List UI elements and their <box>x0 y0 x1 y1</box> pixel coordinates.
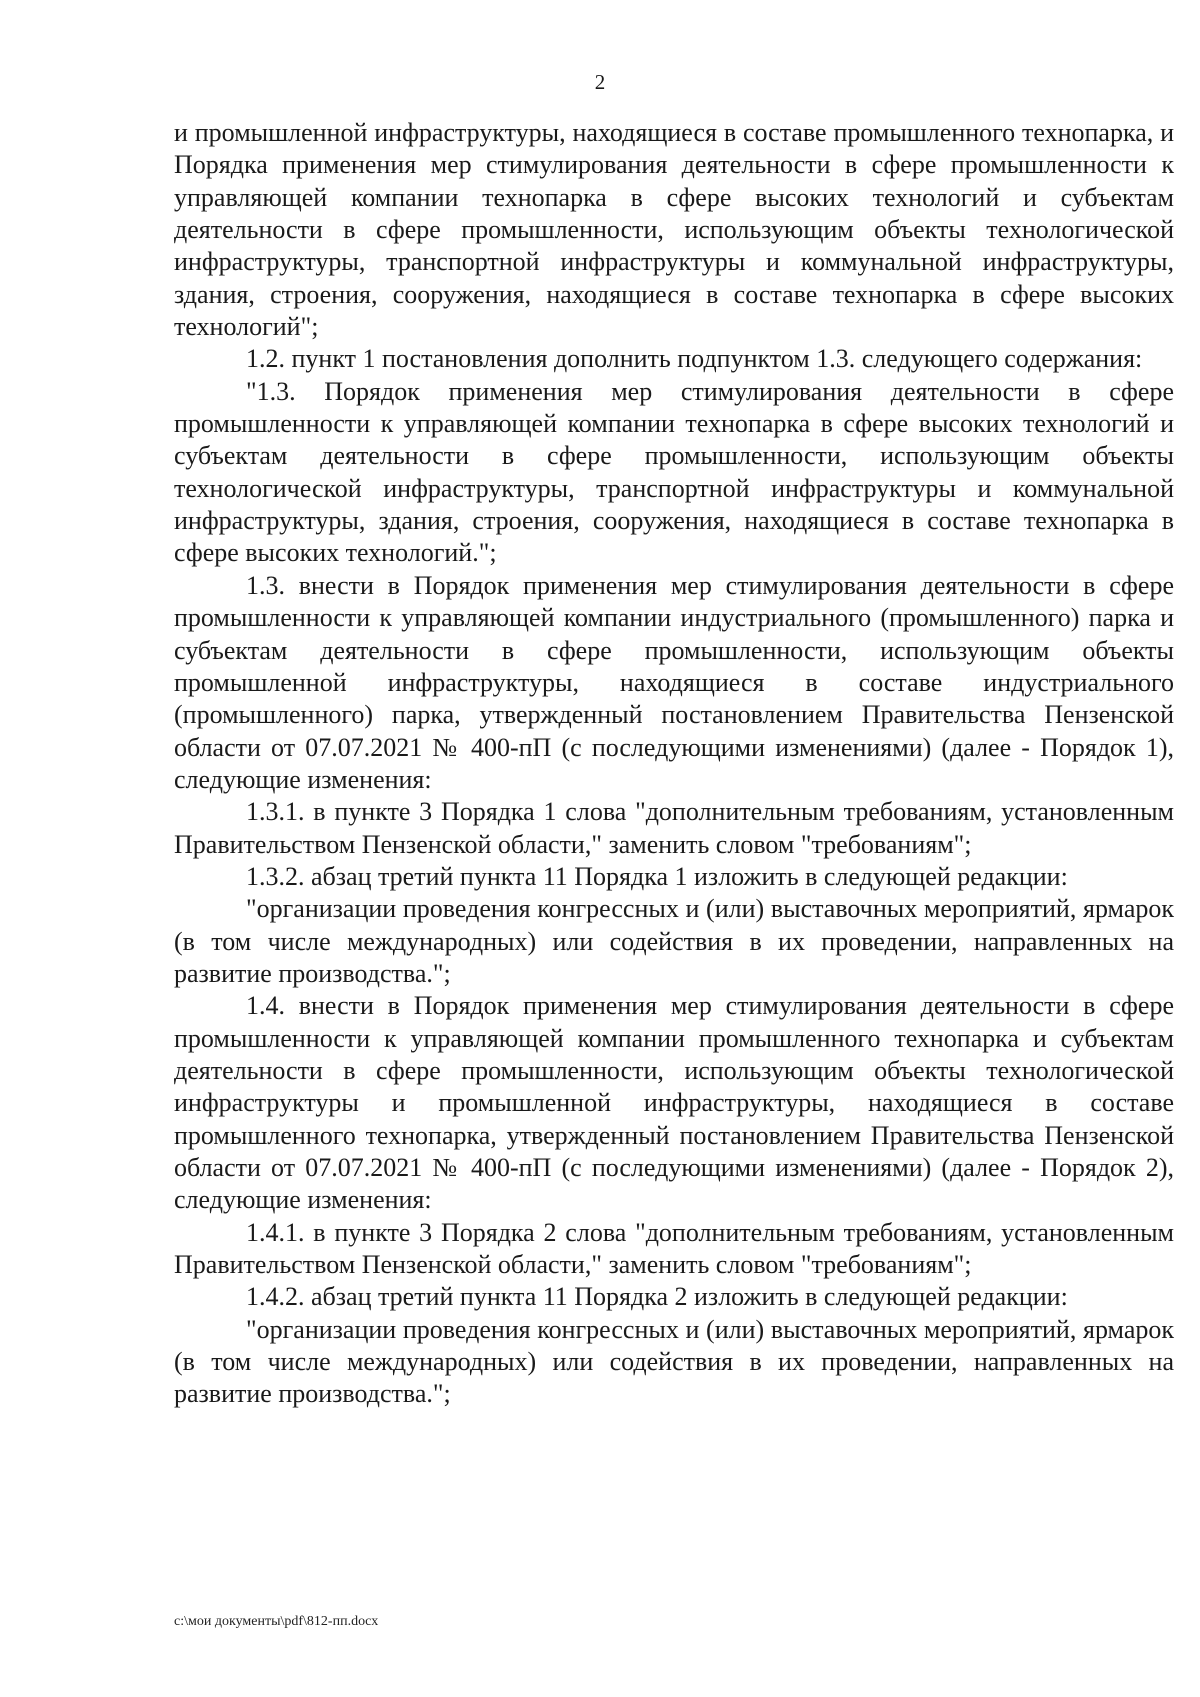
paragraph-1-4-1: 1.4.1. в пункте 3 Порядка 2 слова "дополнительным требованиям, установленным Правительством Пензенской области," заменить словом "требованиям"; <box>174 1217 1174 1280</box>
paragraph-1-3: 1.3. внести в Порядок применения мер стимулирования деятельности в сфере промышленности к управляющей компании индустриального (промышленного) парка и субъектам деятельности в сфере промышленности, использующим объекты промышленной инфраструктуры, находящиеся в составе индустриального (промышленного) парка, утвержденный постановлением Правительства Пензенской области от 07.07.2021 № 400-пП (с последующими изменениями) (далее - Порядок 1), следующие изменения: <box>174 570 1174 794</box>
paragraph-1-4: 1.4. внести в Порядок применения мер стимулирования деятельности в сфере промышленности к управляющей компании промышленного технопарка и субъектам деятельности в сфере промышленности, использующим объекты технологической инфраструктуры и промышленной инфраструктуры, находящиеся в составе промышленного технопарка, утвержденный постановлением Правительства Пензенской области от 07.07.2021 № 400-пП (с последующими изменениями) (далее - Порядок 2), следующие изменения: <box>174 991 1174 1215</box>
paragraph-continuation: и промышленной инфраструктуры, находящиеся в составе промышленного технопарка, и Порядка применения мер стимулирования деятельности в сфере промышленности к управляющей компании технопарка в сфере высоких технологий и субъектам деятельности в сфере промышленности, использующим объекты технологической инфраструктуры, транспортной инфраструктуры и коммунальной инфраструктуры, здания, строения, сооружения, находящиеся в составе технопарка в сфере высоких технологий"; <box>174 118 1174 342</box>
paragraph-1-4-2: 1.4.2. абзац третий пункта 11 Порядка 2 изложить в следующей редакции: <box>246 1282 1068 1312</box>
document-body <box>174 117 1174 1411</box>
footer-file-path: c:\мои документы\pdf\812-пп.docx <box>174 1614 379 1629</box>
paragraph-1-3-1: 1.3.1. в пункте 3 Порядка 1 слова "дополнительным требованиям, установленным Правительством Пензенской области," заменить словом "требованиям"; <box>174 797 1174 859</box>
page-number: 2 <box>594 70 606 94</box>
paragraph-1-3-2-quote: "организации проведения конгрессных и (или) выставочных мероприятий, ярмарок (в том числе международных) или содействия в их проведении, направленных на развитие производства."; <box>174 894 1174 988</box>
paragraph-1-3-quote: "1.3. Порядок применения мер стимулирования деятельности в сфере промышленности к управляющей компании технопарка в сфере высоких технологий и субъектам деятельности в сфере промышленности, использующим объекты технологической инфраструктуры, транспортной инфраструктуры и коммунальной инфраструктуры, здания, строения, сооружения, находящиеся в составе технопарка в сфере высоких технологий."; <box>174 376 1174 568</box>
paragraph-1-4-2-quote: "организации проведения конгрессных и (или) выставочных мероприятий, ярмарок (в том числе международных) или содействия в их проведении, направленных на развитие производства."; <box>174 1314 1174 1409</box>
paragraph-1-3-2: 1.3.2. абзац третий пункта 11 Порядка 1 изложить в следующей редакции: <box>246 861 1068 891</box>
paragraph-1-2: 1.2. пункт 1 постановления дополнить подпунктом 1.3. следующего содержания: <box>246 344 1143 374</box>
